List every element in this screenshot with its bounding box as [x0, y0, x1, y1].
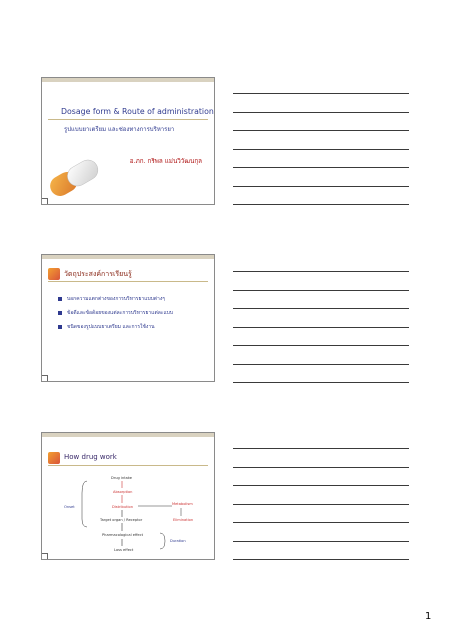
corner-marker: [41, 375, 48, 382]
list-item: บอกความแตกต่างของการบริหารยาแบบต่างๆ: [58, 295, 173, 303]
how-drug-work-diagram: [42, 433, 215, 560]
slide-3: [41, 432, 215, 560]
list-item: ชนิดของรูปแบบยาเตรียม และการใช้งาน: [58, 323, 173, 331]
slide-1: [41, 77, 215, 205]
slide-author: อ.ภก. กริพล แม่นวิวัฒนกุล: [129, 158, 202, 165]
slide-2: [41, 254, 215, 382]
notes-lines: [233, 448, 409, 578]
node-metabolism: Metabolism: [172, 502, 193, 506]
corner-marker: [41, 198, 48, 205]
slide-heading: How drug work: [64, 453, 117, 461]
node-distribution: Distribution: [112, 505, 133, 509]
list-item: ข้อดีและข้อด้อยของแต่ละการบริหารยาแต่ละแบบ: [58, 309, 173, 317]
node-loss-effect: Loss effect: [114, 548, 134, 552]
slide-top-bar: [42, 255, 214, 259]
title-rule: [48, 119, 208, 120]
page-number: 1: [425, 611, 432, 622]
notes-lines: [233, 271, 409, 401]
node-drug-intake: Drug intake: [111, 476, 132, 480]
node-elimination: Elimination: [173, 518, 194, 522]
heading-rule: [48, 281, 208, 282]
slide-heading: วัตถุประสงค์การเรียนรู้: [64, 270, 132, 278]
slide-top-bar: [42, 78, 214, 82]
objective-list: [58, 295, 173, 337]
node-target-organ: Target organ / Receptor: [100, 518, 143, 522]
node-pharmacological-effect: Pharmacological effect: [102, 533, 144, 537]
slide-subtitle: รูปแบบยาเตรียม และช่องทางการบริหารยา: [64, 126, 175, 133]
node-duration: Duration: [170, 539, 186, 543]
node-onset: Onset: [64, 505, 75, 509]
corner-marker: [41, 553, 48, 560]
notes-lines: [233, 93, 409, 223]
heading-bullet-icon: [48, 268, 60, 280]
capsule-pill-icon: [44, 148, 104, 200]
slide-title: Dosage form & Route of administration: [61, 107, 214, 116]
node-absorption: Absorption: [113, 490, 133, 494]
